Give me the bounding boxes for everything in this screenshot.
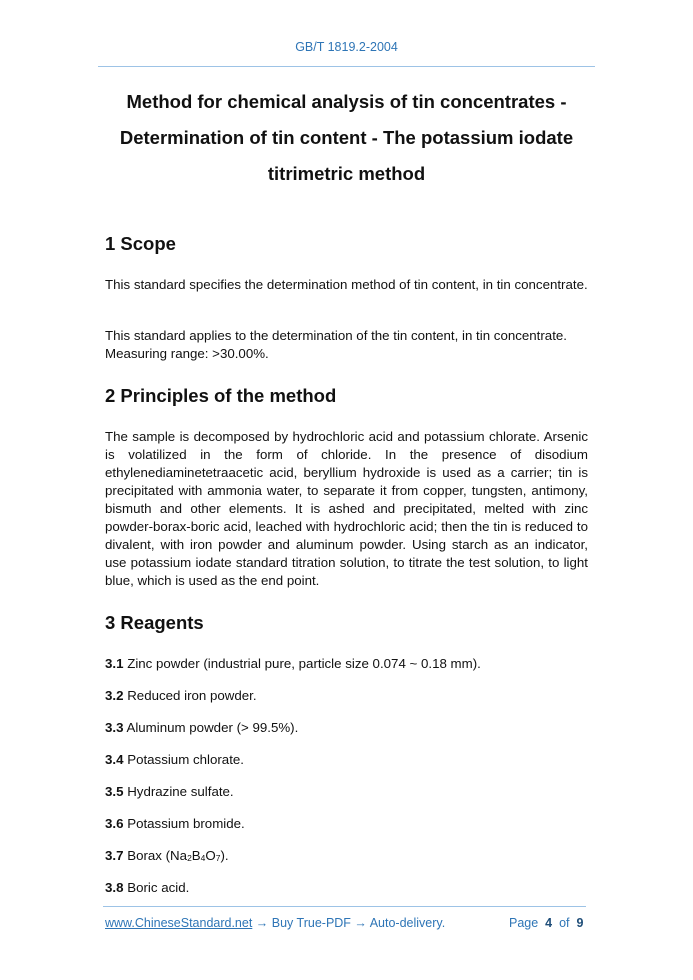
title-line-3: titrimetric method <box>267 163 426 184</box>
reagent-text: Borax $(Na_2B_4O_7)$. <box>127 848 229 863</box>
scope-paragraph-2 <box>105 327 588 363</box>
reagent-text: Reduced iron powder. <box>127 688 257 703</box>
reagent-number: 3.5 <box>105 784 124 799</box>
reagent-text: Potassium chlorate. <box>127 752 244 767</box>
title-line-1: Method for chemical analysis of tin concentrates - <box>126 91 567 112</box>
reagent-number: 3.4 <box>105 752 124 767</box>
title-line-2: Determination of tin content - The potassium iodate <box>119 127 574 148</box>
scope-paragraph-1: This standard specifies the determination method of tin content, in tin concentrate. <box>105 277 588 292</box>
reagent-number: 3.7 <box>105 848 124 863</box>
section-heading-principles: 2 Principles of the method <box>105 385 337 406</box>
reagent-text: Potassium bromide. <box>127 816 245 831</box>
reagent-item <box>105 687 257 705</box>
reagent-text: Hydrazine sulfate. <box>127 784 234 799</box>
reagent-item <box>105 655 481 673</box>
footer-divider <box>103 906 586 907</box>
reagent-number: 3.6 <box>105 816 124 831</box>
document-title <box>98 84 595 192</box>
reagent-text: Boric acid. <box>127 880 190 895</box>
total-pages: 9 <box>576 916 584 930</box>
reagent-text: Zinc powder (industrial pure, particle size 0.074 ~ 0.18 mm). <box>127 656 481 671</box>
scope-paragraph-2-line-1: This standard applies to the determination of the tin content, in tin concentrate. <box>105 328 567 343</box>
footer-promo <box>105 916 445 930</box>
reagent-number: 3.3 <box>105 720 124 735</box>
reagent-item <box>105 783 234 801</box>
page-indicator: Page 4 of 9 <box>509 916 584 930</box>
reagent-item <box>105 879 189 897</box>
reagent-text: Aluminum powder (> 99.5%). <box>126 720 299 735</box>
scope-paragraph-2-line-2: Measuring range: >30.00%. <box>105 346 269 361</box>
reagent-number: 3.2 <box>105 688 124 703</box>
reagent-item <box>105 751 244 769</box>
website-link[interactable]: www.ChineseStandard.net <box>105 916 253 930</box>
footer-tagline: → Buy True-PDF → Auto-delivery. <box>252 916 446 930</box>
principles-paragraph: The sample is decomposed by hydrochloric acid and potassium chlorate. Arsenic is volatilized in the form of chloride. In the presence of disodium ethylenediaminetetraacetic acid, beryllium hydroxide is used as a carrier; tin is precipitated with ammonia water, to separate it from copper, tungsten, antimony, bismuth and other elements. It is ashed and precipitated, melted with zinc powder-borax-boric acid, leached with hydrochloric acid; then the tin is reduced to divalent, with iron powder and aluminum powder. Using starch as an indicator, use potassium iodate standard titration solution, to titrate the test solution, to light blue, which is used as the end point. <box>105 429 588 588</box>
reagent-item <box>105 847 229 867</box>
reagent-item <box>105 815 245 833</box>
document-code: GB/T 1819.2-2004 <box>295 40 398 54</box>
section-heading-scope: 1 Scope <box>105 233 176 254</box>
reagent-number: 3.8 <box>105 880 124 895</box>
current-page: 4 <box>545 916 553 930</box>
header-divider <box>98 66 595 67</box>
reagent-number: 3.1 <box>105 656 124 671</box>
reagent-item <box>105 719 298 737</box>
section-heading-reagents: 3 Reagents <box>105 612 204 633</box>
